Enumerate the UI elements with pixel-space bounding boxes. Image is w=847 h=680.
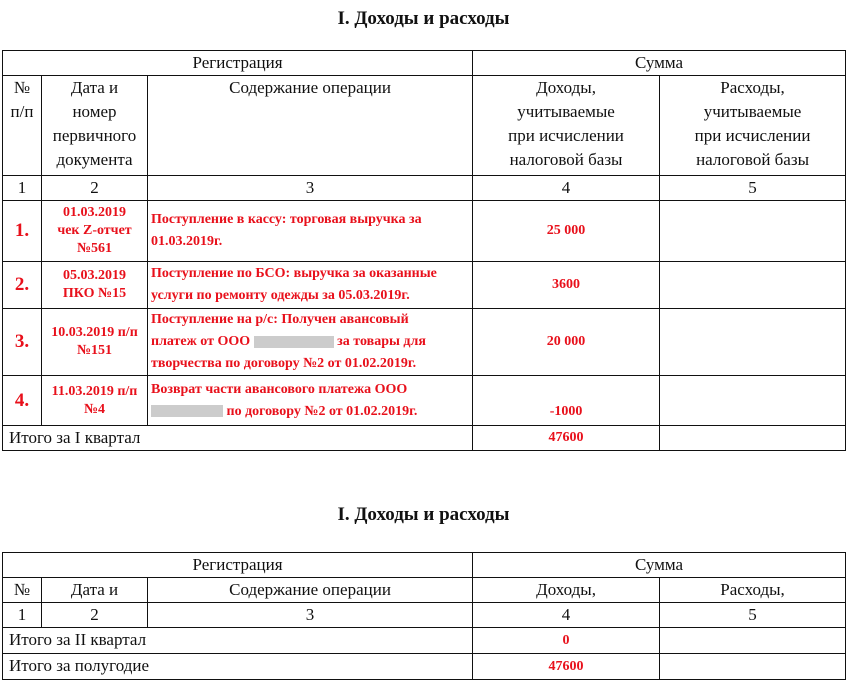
header-content: Содержание операции <box>148 578 473 603</box>
row-content-fragment: за товары для <box>333 334 426 349</box>
total-label: Итого за I квартал <box>3 426 473 451</box>
header-date-line: Дата и <box>70 78 119 97</box>
row-document <box>42 262 148 309</box>
row-content <box>148 201 473 262</box>
header-expenses <box>660 76 846 176</box>
row-document-line: чек Z-отчет <box>57 223 132 238</box>
row-document-line: ПКО №15 <box>62 286 127 301</box>
row-document <box>42 309 148 376</box>
header-content: Содержание операции <box>148 76 473 176</box>
header-date-line: первичного <box>52 126 137 145</box>
col-number: 1 <box>3 176 42 201</box>
col-number: 1 <box>3 603 42 628</box>
redacted-company-name <box>254 336 334 348</box>
row-content-line: 01.03.2019г. <box>151 234 223 249</box>
col-number: 3 <box>148 176 473 201</box>
header-num <box>3 76 42 176</box>
col-number: 4 <box>473 603 660 628</box>
header-group-row <box>3 553 846 578</box>
row-content <box>148 309 473 376</box>
column-numbers-row <box>3 176 846 201</box>
column-numbers-row <box>3 603 846 628</box>
total-expense <box>660 426 846 451</box>
header-date-line: документа <box>56 150 133 169</box>
col-number: 3 <box>148 603 473 628</box>
table-row <box>3 201 846 262</box>
row-content-line: Поступление на р/с: Получен авансовый <box>151 312 409 327</box>
row-content <box>148 376 473 426</box>
row-number: 2. <box>3 262 42 309</box>
table-row <box>3 262 846 309</box>
row-document-line: №4 <box>83 401 106 417</box>
total-income: 0 <box>473 628 660 654</box>
row-income: 3600 <box>473 262 660 309</box>
header-date-line: номер <box>72 102 117 121</box>
header-num-line: № <box>13 78 31 97</box>
row-content <box>148 262 473 309</box>
total-row <box>3 654 846 680</box>
total-income: 47600 <box>473 426 660 451</box>
row-document-line: №561 <box>76 241 113 256</box>
row-document-line: 11.03.2019 п/п <box>51 383 138 399</box>
header-expenses-line: при исчислении <box>694 126 811 145</box>
header-income-line: учитываемые <box>517 102 615 121</box>
header-amount: Сумма <box>473 51 846 76</box>
header-expenses-line: Расходы, <box>720 78 785 97</box>
row-document <box>42 376 148 426</box>
total-label: Итого за полугодие <box>3 654 473 680</box>
total-expense <box>660 654 846 680</box>
row-content-line: творчества по договору №2 от 01.02.2019г. <box>151 356 417 371</box>
total-label: Итого за II квартал <box>3 628 473 654</box>
redacted-company-name <box>151 405 223 417</box>
header-registration: Регистрация <box>3 553 473 578</box>
row-number: 3. <box>3 309 42 376</box>
col-number: 5 <box>660 176 846 201</box>
row-content-line: Возврат части авансового платежа ООО <box>151 381 408 397</box>
col-number: 4 <box>473 176 660 201</box>
header-columns-row <box>3 76 846 176</box>
header-date: Дата и <box>42 578 148 603</box>
header-num-line: п/п <box>10 102 34 121</box>
row-income: -1000 <box>473 376 660 426</box>
row-number: 1. <box>3 201 42 262</box>
row-expense <box>660 309 846 376</box>
header-date <box>42 76 148 176</box>
table-row <box>3 376 846 426</box>
col-number: 2 <box>42 603 148 628</box>
row-content-fragment: по договору №2 от 01.02.2019г. <box>226 403 418 419</box>
row-income: 20 000 <box>473 309 660 376</box>
header-num: № <box>3 578 42 603</box>
header-income-line: Доходы, <box>536 78 596 97</box>
row-content-line: Поступление по БСО: выручка за оказанные <box>151 266 437 281</box>
row-content-line: Поступление в кассу: торговая выручка за <box>151 212 422 227</box>
header-income-line: налоговой базы <box>509 150 623 169</box>
row-income: 25 000 <box>473 201 660 262</box>
total-row <box>3 628 846 654</box>
table-row <box>3 309 846 376</box>
total-row <box>3 426 846 451</box>
header-columns-row <box>3 578 846 603</box>
header-income: Доходы, <box>473 578 660 603</box>
header-expenses-line: налоговой базы <box>696 150 809 169</box>
row-document-line: 01.03.2019 <box>63 205 126 220</box>
section1-title: I. Доходы и расходы <box>337 8 510 29</box>
row-content-fragment: платеж от ООО <box>151 334 254 349</box>
header-registration: Регистрация <box>3 51 473 76</box>
row-document-line: 05.03.2019 <box>63 268 126 283</box>
row-document-line: 10.03.2019 п/п <box>51 325 138 340</box>
row-document-line: №151 <box>76 343 113 358</box>
income-expense-table-q2 <box>2 552 846 680</box>
row-content-line <box>151 331 470 353</box>
income-expense-table-q1 <box>2 50 846 451</box>
row-number: 4. <box>3 376 42 426</box>
total-expense <box>660 628 846 654</box>
header-income <box>473 76 660 176</box>
header-income-line: при исчислении <box>508 126 624 145</box>
header-amount: Сумма <box>473 553 846 578</box>
header-expenses: Расходы, <box>660 578 846 603</box>
col-number: 5 <box>660 603 846 628</box>
row-content-line <box>151 401 470 423</box>
row-expense <box>660 262 846 309</box>
col-number: 2 <box>42 176 148 201</box>
row-expense <box>660 376 846 426</box>
row-expense <box>660 201 846 262</box>
row-document <box>42 201 148 262</box>
total-income: 47600 <box>473 654 660 680</box>
row-content-line: услуги по ремонту одежды за 05.03.2019г. <box>151 288 410 303</box>
header-group-row <box>3 51 846 76</box>
section2-title: I. Доходы и расходы <box>337 504 510 525</box>
header-expenses-line: учитываемые <box>703 102 802 121</box>
